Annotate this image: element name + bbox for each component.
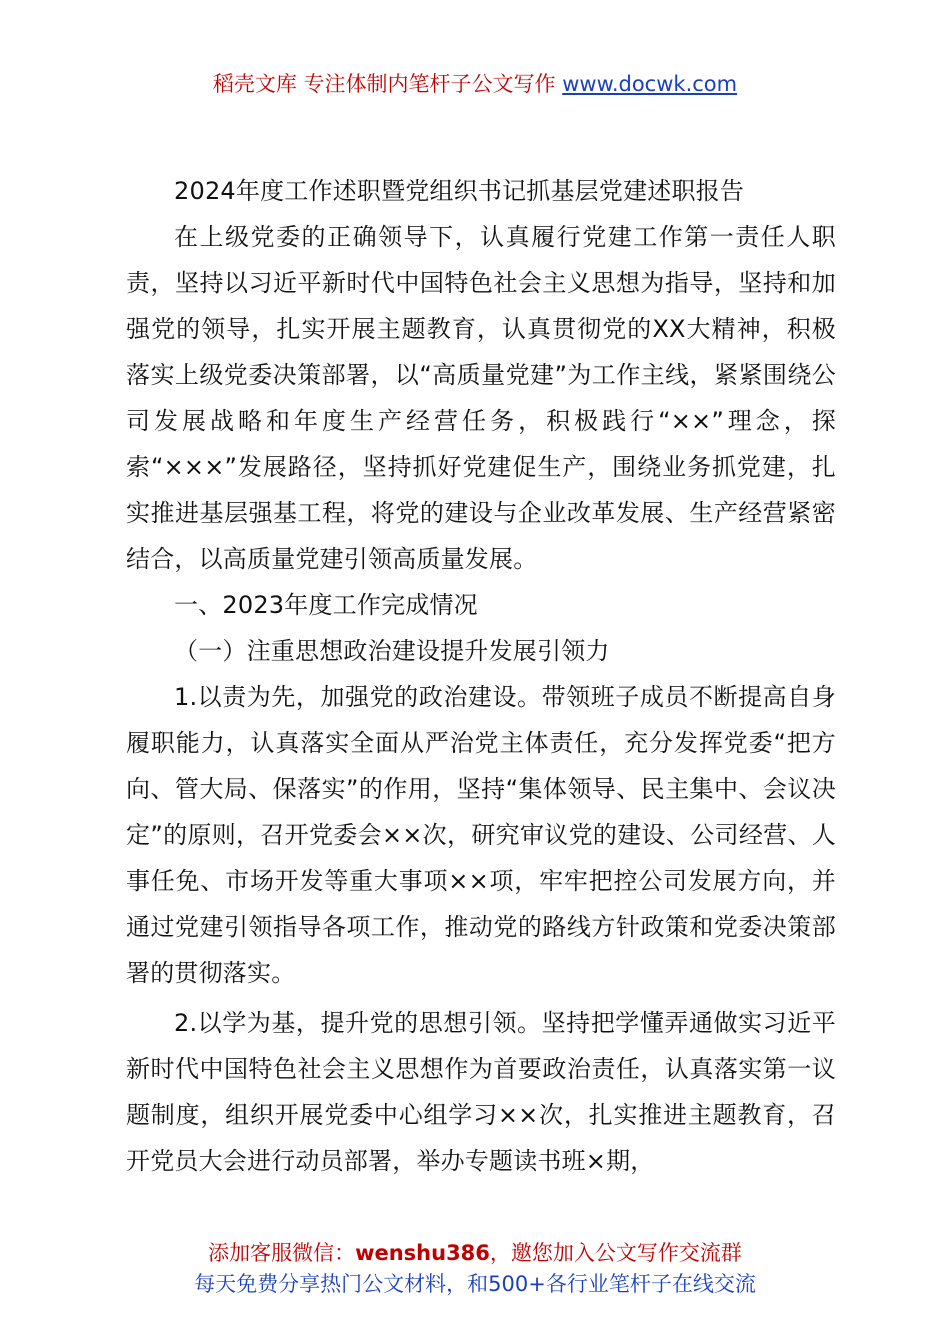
section-heading: 一、2023年度工作完成情况 bbox=[174, 591, 478, 619]
footer-contact-suffix: ，邀您加入公文写作交流群 bbox=[489, 1241, 742, 1265]
promo-footer bbox=[0, 1238, 950, 1300]
document-title: 2024年度工作述职暨党组织书记抓基层党建述职报告 bbox=[174, 177, 745, 205]
intro-paragraph: 在上级党委的正确领导下，认真履行党建工作第一责任人职责，坚持以习近平新时代中国特色社会主义思想为指导，坚持和加强党的领导，扎实开展主题教育，认真贯彻党的XX大精神，积极落实上级党委决策部署，以“高质量党建”为工作主线，紧紧围绕公司发展战略和年度生产经营任务，积极践行“××”理念，探索“×××”发展路径，坚持抓好党建促生产，围绕业务抓党建，扎实推进基层强基工程，将党的建设与企业改革发展、生产经营紧密结合，以高质量党建引领高质量发展。 bbox=[126, 223, 836, 573]
item-paragraph-2: 2.以学为基，提升党的思想引领。坚持把学懂弄通做实习近平新时代中国特色社会主义思想作为首要政治责任，认真落实第一议题制度，组织开展党委中心组学习××次，扎实推进主题教育，召开党员大会进行动员部署，举办专题读书班×期， bbox=[126, 1009, 836, 1175]
footer-contact-prefix: 添加客服微信： bbox=[208, 1241, 356, 1265]
document-body bbox=[126, 168, 836, 1184]
header-brand-text: 稻壳文库 专注体制内笔杆子公文写作 bbox=[212, 72, 563, 96]
footer-promo-line: 每天免费分享热门公文材料，和500+各行业笔杆子在线交流 bbox=[194, 1272, 756, 1296]
footer-contact-line bbox=[0, 1238, 950, 1269]
header-site-link[interactable]: www.docwk.com bbox=[562, 72, 738, 96]
subsection-heading: （一）注重思想政治建设提升发展引领力 bbox=[174, 637, 610, 665]
footer-wechat-id: wenshu386 bbox=[355, 1241, 490, 1265]
item-paragraph-1: 1.以责为先，加强党的政治建设。带领班子成员不断提高自身履职能力，认真落实全面从严治党主体责任，充分发挥党委“把方向、管大局、保落实”的作用，坚持“集体领导、民主集中、会议决定”的原则，召开党委会××次，研究审议党的建设、公司经营、人事任免、市场开发等重大事项××项，牢牢把控公司发展方向，并通过党建引领指导各项工作，推动党的路线方针政策和党委决策部署的贯彻落实。 bbox=[126, 683, 836, 987]
site-header bbox=[0, 68, 950, 100]
